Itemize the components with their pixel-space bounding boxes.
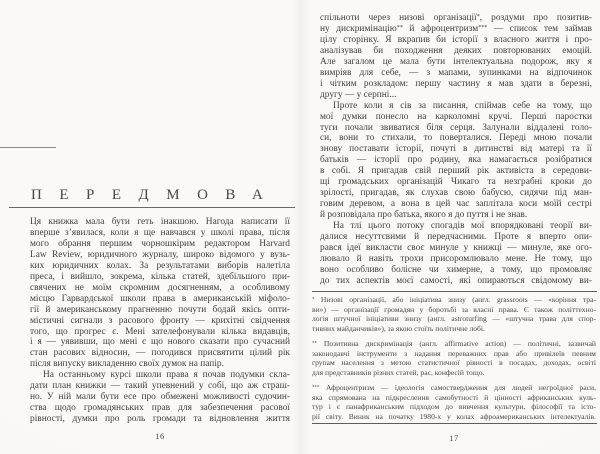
text-line: туги почали звиватися біля серця. Залунали віддалені голо- <box>320 122 592 133</box>
text-line: свячених не моїм скромним досягненням, а особливому <box>30 282 290 293</box>
text-line: мого обрання першим чорношкірим редактором Harvard <box>30 238 290 249</box>
page-number-left: 16 <box>155 431 165 441</box>
paragraph <box>320 221 592 287</box>
paragraph <box>312 383 596 421</box>
paragraph <box>320 13 592 101</box>
text-line: ну дискримінацію** й афроцентризм*** — список тем займав <box>320 23 592 34</box>
text-line: зрілості, пригадав, як слухав свою бабусю, сидячи під ман- <box>320 188 592 199</box>
text-line: спільноти через низові організації*, роздуми про позитив- <box>320 13 592 23</box>
text-line: мої думки понесло на карколомні кручі. Перші паростки <box>320 111 592 122</box>
text-line: ства щодо громадянських прав для забезпечення расової <box>30 403 290 414</box>
text-line: но. У ній мали бути есе про обмежені можливості судочин- <box>30 392 290 403</box>
page-number-right: 17 <box>449 433 459 443</box>
text-line: вимріяв для себе, — з мапами, зупинками на відпочинок <box>320 67 592 78</box>
text-line: і чітким розкладом: першу частину я мав здати в березні, <box>320 78 592 89</box>
text-line: рії світу. Виник на початку 1980-х у колах афроамериканських інтелектуалів. <box>312 412 596 422</box>
text-line: в собі. Я пригадав свій перший рік активіста в середови- <box>320 166 592 177</box>
text-line: Ця книжка мала бути геть інакшою. Нагода написати її <box>30 217 290 227</box>
text-line: Law Review, юридичного журналу, широко відомого у вузь- <box>30 249 290 260</box>
text-line: законодавчі інструменти з надання переважних прав або привілеїв певним <box>312 348 596 358</box>
text-line: яка спрямована на підкреслення самобутності й цінності африканських куль- <box>312 392 596 402</box>
text-line: * Низові організації, або ініціатива знизу (англ. grassroots — «коріння тра- <box>312 295 596 304</box>
title-rule <box>9 207 295 208</box>
text-line: до тих аспектів моєї самості, які опираються свідомому ви- <box>320 275 592 286</box>
chapter-title: ПЕРЕДМОВА <box>31 187 281 203</box>
text-line: цілу сторінку. Я вкрапив би історії з власного життя і про- <box>320 34 592 45</box>
text-line: ви») — організації громадян у боротьбі за власні права. Є також політтехно- <box>312 304 596 314</box>
left-page-body <box>30 217 290 425</box>
text-line: тивних майданчиків»), за якою стоїть політичне лобі. <box>312 323 485 333</box>
text-line: ких юридичних колах. За результатами виборів налетіла <box>30 260 290 271</box>
text-line: щі громадських організацій Чикаго та незграбні кроки до <box>320 177 592 188</box>
text-line: для представників різних статей, рас, конфесій тощо. <box>312 367 485 377</box>
text-line: і я — уявивши, що мені є що нового сказати про сучасний <box>30 337 290 348</box>
footnote-bottom-rule <box>312 423 597 424</box>
text-line: тур і є панафриканським підходом до вивчення культури, філософії та істо- <box>312 402 596 412</box>
text-line: си, вони то стихали, то поверталися. Переді мною почали <box>320 133 592 144</box>
text-line: далися несуттєвими й передчасними. Проте я вперто опи- <box>320 232 592 243</box>
text-line: говим деревом, а вона в цей час заплітала коси моїй сестрі <box>320 199 592 210</box>
text-line: преса, і вийшло, зокрема, кілька статей, здебільшого при- <box>30 271 290 282</box>
text-line: й розповідала про батька, якого я до пуття і не знав. <box>320 210 528 221</box>
text-line: воно особливо болісне чи химерне, а тому, що промовляє <box>320 264 592 275</box>
text-line: знову поставати історії, почуті в дитинстві від матері та її <box>320 144 592 155</box>
right-page-body <box>320 13 592 287</box>
paragraph <box>30 370 290 425</box>
text-line: ** Позитивна дискримінація (англ. affirmative action) — політичні, зазвичай <box>312 339 596 349</box>
text-line: після випуску викладенню своїх думок на папір. <box>30 359 224 370</box>
text-line: лювало й навіть трохи присоромлювало мене. Не тому, що <box>320 253 592 264</box>
text-line: рався ідеї викласти своє минуле у книжці — минуле, яке ого- <box>320 243 592 254</box>
paragraph <box>320 101 592 221</box>
scan-artifact-line <box>0 147 56 148</box>
text-line: батьків — історії про родину, яка намагається розібратися <box>320 155 592 166</box>
text-line: дати план книжки — такий упевнений у собі, що аж страш- <box>30 381 290 392</box>
text-line: На тлі цього потоку спогадів мої впорядковані теорії ви- <box>333 221 592 232</box>
text-line: того, що прогрес є. Мені зателефонували кілька видавців, <box>30 326 290 337</box>
text-line: вперше з’явилася, коли я ще навчався у школі права, після <box>30 227 290 238</box>
text-line: другу — у серпні... <box>320 89 397 100</box>
text-line: місцю Гарвардської школи права в американській міфоло- <box>30 293 290 304</box>
paragraph <box>312 339 596 377</box>
text-line: аналізував би походження деяких повторюваних емоцій. <box>320 45 592 56</box>
footnotes-block <box>312 295 596 428</box>
paragraph <box>30 217 290 370</box>
text-line: логія штучної ініціативи знизу (англ. astroturfing — «штучна трава для спор- <box>312 314 596 324</box>
text-line: Проте коли я сів за писання, спіймав себе на тому, що <box>333 100 592 111</box>
text-line: стан расових відносин, — погодився присвятити цілий рік <box>30 348 290 359</box>
paragraph <box>312 295 596 333</box>
footnote-separator-rule <box>312 291 597 292</box>
text-line: групам населення з метою статистичної рівності в посадах, доходах, освіті <box>312 358 596 368</box>
text-line: гії й американському прагненню почути бодай якісь опти- <box>30 304 290 315</box>
text-line: рівності, думки про роль громади та відновлення життя <box>30 414 290 425</box>
text-line: містичні сигнали з расового фронту — крихітні свідчення <box>30 315 290 326</box>
text-line: Але загалом це мала бути інтелектуальна подорож, яку я <box>320 56 592 67</box>
text-line: *** Афроцентризм — ідеологія самоствердження для людей негроїдної раси, <box>312 383 596 393</box>
page-gutter-shadow <box>291 0 311 454</box>
text-line: На останньому курсі школи права я почав подумки скла- <box>43 370 290 381</box>
page-right <box>300 0 600 454</box>
